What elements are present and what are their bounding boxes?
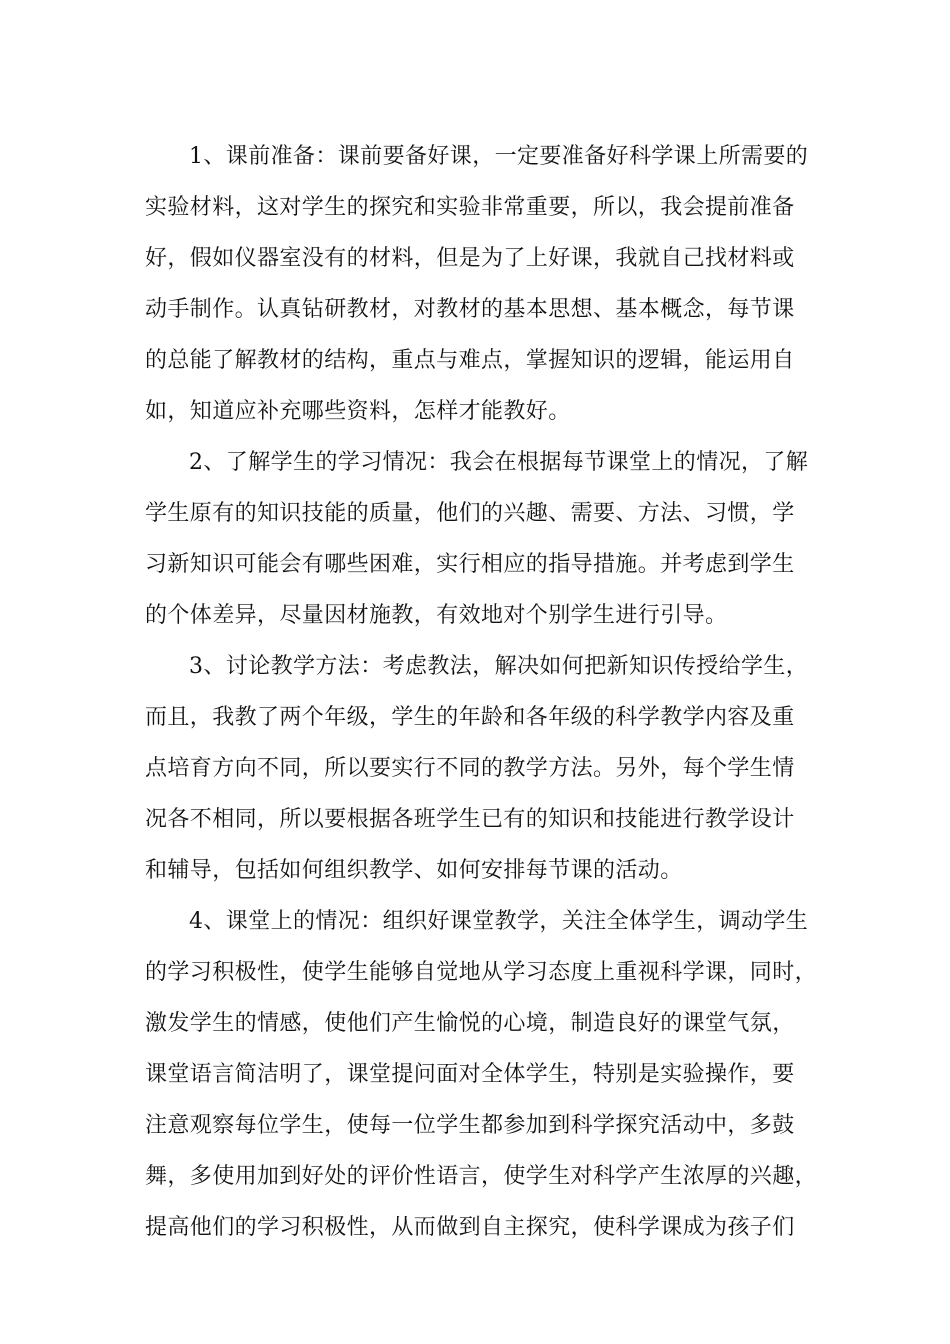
paragraph-line: 课堂语言简洁明了，课堂提问面对全体学生，特别是实验操作，要 (145, 1062, 795, 1087)
paragraph-line: 3、讨论教学方法：考虑教法，解决如何把新知识传授给学生， (189, 654, 809, 679)
paragraph-line: 学生原有的知识技能的质量，他们的兴趣、需要、方法、习惯，学 (145, 501, 795, 526)
paragraph-line: 4、课堂上的情况：组织好课堂教学，关注全体学生，调动学生 (189, 909, 809, 934)
paragraph-line: 2、了解学生的学习情况：我会在根据每节课堂上的情况，了解 (189, 450, 809, 475)
paragraph-line: 激发学生的情感，使他们产生愉悦的心境，制造良好的课堂气氛， (145, 1011, 795, 1036)
paragraph-line: 好，假如仪器室没有的材料，但是为了上好课，我就自己找材料或 (145, 246, 795, 271)
paragraph-line: 动手制作。认真钻研教材，对教材的基本思想、基本概念，每节课 (145, 297, 795, 322)
paragraph-line: 况各不相同，所以要根据各班学生已有的知识和技能进行教学设计 (145, 807, 795, 832)
paragraph-3 (145, 641, 835, 896)
paragraph-line: 注意观察每位学生，使每一位学生都参加到科学探究活动中，多鼓 (145, 1113, 795, 1138)
paragraph-1 (145, 131, 835, 437)
paragraph-line: 和辅导，包括如何组织教学、如何安排每节课的活动。 (145, 858, 683, 883)
paragraph-2 (145, 437, 835, 641)
paragraph-line: 实验材料，这对学生的探究和实验非常重要，所以，我会提前准备 (145, 195, 795, 220)
paragraph-line: 提高他们的学习积极性，从而做到自主探究，使科学课成为孩子们 (145, 1215, 795, 1240)
paragraph-line: 的个体差异，尽量因材施教，有效地对个别学生进行引导。 (145, 603, 728, 628)
document-body (145, 131, 835, 1253)
paragraph-line: 1、课前准备：课前要备好课，一定要准备好科学课上所需要的 (189, 144, 809, 169)
paragraph-line: 如，知道应补充哪些资料，怎样才能教好。 (145, 399, 571, 424)
paragraph-line: 点培育方向不同，所以要实行不同的教学方法。另外，每个学生情 (145, 756, 795, 781)
paragraph-line: 而且，我教了两个年级，学生的年龄和各年级的科学教学内容及重 (145, 705, 795, 730)
paragraph-line: 舞，多使用加到好处的评价性语言，使学生对科学产生浓厚的兴趣， (145, 1164, 818, 1189)
paragraph-4 (145, 896, 835, 1253)
paragraph-line: 的学习积极性，使学生能够自觉地从学习态度上重视科学课，同时， (145, 960, 818, 985)
paragraph-line: 的总能了解教材的结构，重点与难点，掌握知识的逻辑，能运用自 (145, 348, 795, 373)
paragraph-line: 习新知识可能会有哪些困难，实行相应的指导措施。并考虑到学生 (145, 552, 795, 577)
